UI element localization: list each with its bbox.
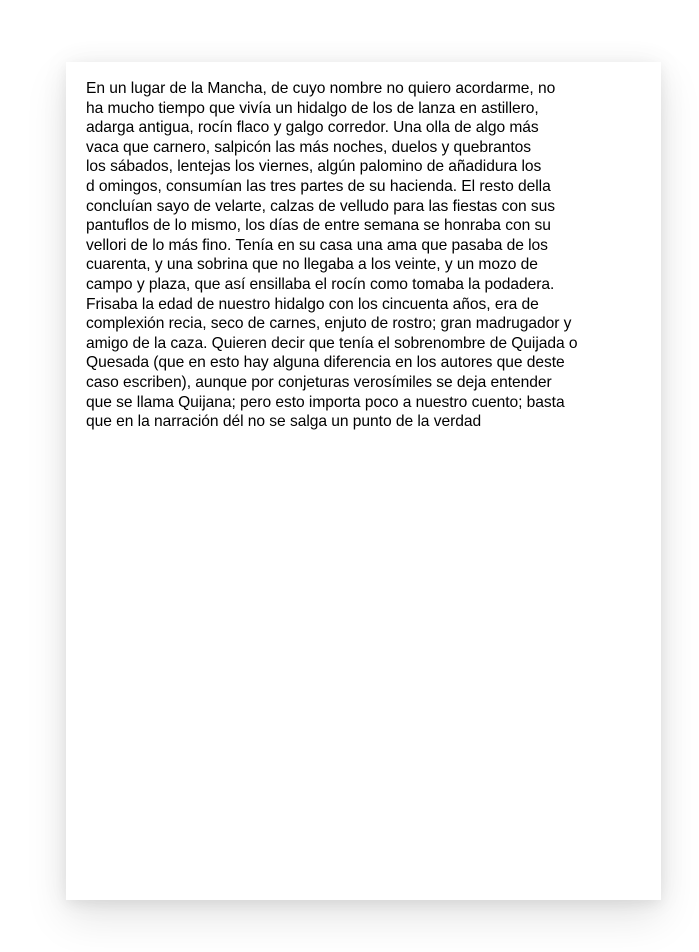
text-line: que en la narración dél no se salga un punto de la verdad	[86, 413, 482, 431]
body-paragraph	[86, 79, 651, 432]
text-line: vellori de lo más fino. Tenía en su casa una ama que pasaba de los	[86, 236, 548, 254]
text-line: pantuflos de lo mismo, los días de entre semana se honraba con su	[86, 217, 551, 235]
text-line: d omingos, consumían las tres partes de su hacienda. El resto della	[86, 177, 551, 195]
text-line: ha mucho tiempo que vivía un hidalgo de los de lanza en astillero,	[86, 99, 539, 117]
text-line: que se llama Quijana; pero esto importa poco a nuestro cuento; basta	[86, 393, 565, 411]
text-line: adarga antigua, rocín flaco y galgo corredor. Una olla de algo más	[86, 119, 539, 137]
text-line: vaca que carnero, salpicón las más noches, duelos y quebrantos	[86, 138, 532, 156]
text-line: Frisaba la edad de nuestro hidalgo con los cincuenta años, era de	[86, 295, 539, 313]
text-line: campo y plaza, que así ensillaba el rocín como tomaba la podadera.	[86, 275, 555, 293]
text-line: los sábados, lentejas los viernes, algún palomino de añadidura los	[86, 158, 542, 176]
text-line: amigo de la caza. Quieren decir que tenía el sobrenombre de Quijada o	[86, 334, 578, 352]
text-line: concluían sayo de velarte, calzas de velludo para las fiestas con sus	[86, 197, 555, 215]
document-page	[66, 62, 661, 900]
text-line: Quesada (que en esto hay alguna diferencia en los autores que deste	[86, 354, 565, 372]
text-line: caso escriben), aunque por conjeturas verosímiles se deja entender	[86, 373, 552, 391]
text-line: complexión recia, seco de carnes, enjuto de rostro; gran madrugador y	[86, 315, 572, 333]
text-line: En un lugar de la Mancha, de cuyo nombre no quiero acordarme, no	[86, 80, 556, 97]
text-line: cuarenta, y una sobrina que no llegaba a los veinte, y un mozo de	[86, 256, 538, 274]
